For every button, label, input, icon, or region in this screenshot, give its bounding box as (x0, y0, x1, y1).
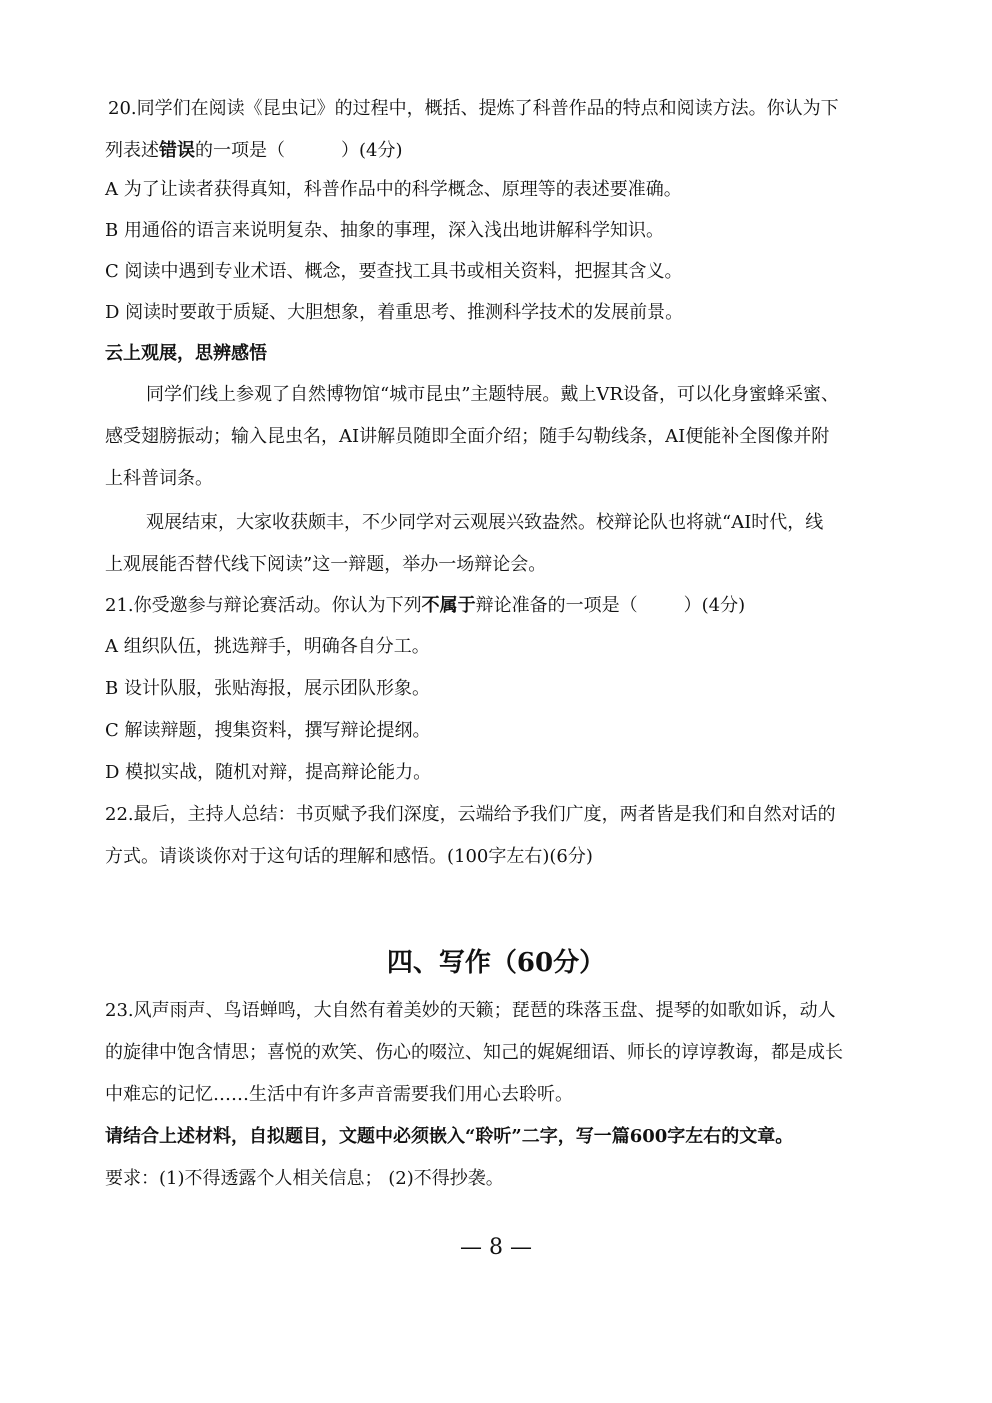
writing-section-title: 四、写作（60分） (386, 948, 606, 978)
q21-emphasis: 不属于 (421, 595, 476, 616)
q22-line2: 方式。请谈谈你对于这句话的理解和感悟。(100字左右)(6分) (105, 846, 593, 867)
writing-instruction: 请结合上述材料，自拟题目，文题中必须嵌入“聆听”二字，写一篇600字左右的文章。 (105, 1126, 794, 1147)
q20-stem-line2 (105, 138, 852, 164)
q21-score: ）(4分) (683, 595, 746, 616)
q20-emphasis: 错误 (159, 140, 195, 161)
q20-score: ）(4分) (341, 140, 403, 161)
passage-p2-line1: 观展结束，大家收获颇丰，不少同学对云观展兴致盎然。校辩论队也将就“AI时代，线 (146, 512, 824, 533)
passage-p1-line3: 上科普词条。 (105, 468, 213, 489)
q23-line3: 中难忘的记忆……生活中有许多声音需要我们用心去聆听。 (105, 1084, 573, 1105)
passage-p1-line1: 同学们线上参观了自然博物馆“城市昆虫”主题特展。戴上VR设备，可以化身蜜蜂采蜜、 (146, 384, 839, 405)
q20-option-c: C 阅读中遇到专业术语、概念，要查找工具书或相关资料，把握其含义。 (105, 261, 683, 282)
q20-stem-line1: 20.同学们在阅读《昆虫记》的过程中，概括、提炼了科普作品的特点和阅读方法。你认为下 (108, 98, 839, 119)
page-number: — 8 — (460, 1235, 532, 1260)
section-heading: 云上观展，思辨感悟 (105, 343, 267, 364)
q20-option-d: D 阅读时要敢于质疑、大胆想象，着重思考、推测科学技术的发展前景。 (105, 302, 684, 323)
q20-option-b: B 用通俗的语言来说明复杂、抽象的事理，深入浅出地讲解科学知识。 (105, 220, 664, 241)
q20-stem-prefix: 列表述 (105, 140, 159, 161)
q23-line2: 的旋律中饱含情思；喜悦的欢笑、伤心的啜泣、知己的娓娓细语、师长的谆谆教诲，都是成长 (105, 1042, 843, 1063)
writing-requirements: 要求：(1)不得透露个人相关信息； (2)不得抄袭。 (105, 1168, 504, 1189)
q20-stem-mid: 的一项是（ (195, 140, 285, 161)
q21-option-d: D 模拟实战，随机对辩，提高辩论能力。 (105, 762, 432, 783)
q21-option-c: C 解读辩题，搜集资料，撰写辩论提纲。 (105, 720, 431, 741)
passage-p1-line2: 感受翅膀振动；输入昆虫名，AI讲解员随即全面介绍；随手勾勒线条，AI便能补全图像并附 (105, 426, 830, 447)
q21-stem-prefix: 21.你受邀参与辩论赛活动。你认为下列 (105, 595, 422, 616)
q21-option-a: A 组织队伍，挑选辩手，明确各自分工。 (105, 636, 430, 657)
q21-stem-mid: 辩论准备的一项是（ (475, 595, 638, 616)
q23-line1: 23.风声雨声、鸟语蝉鸣，大自然有着美妙的天籁；琵琶的珠落玉盘、提琴的如歌如诉，动人 (105, 1000, 836, 1021)
q21-option-b: B 设计队服，张贴海报，展示团队形象。 (105, 678, 430, 699)
q20-option-a: A 为了让读者获得真知，科普作品中的科学概念、原理等的表述要准确。 (105, 179, 682, 200)
q22-line1: 22.最后，主持人总结：书页赋予我们深度，云端给予我们广度，两者皆是我们和自然对话的 (105, 804, 836, 825)
q21-stem (105, 593, 852, 619)
passage-p2-line2: 上观展能否替代线下阅读”这一辩题，举办一场辩论会。 (105, 554, 547, 575)
